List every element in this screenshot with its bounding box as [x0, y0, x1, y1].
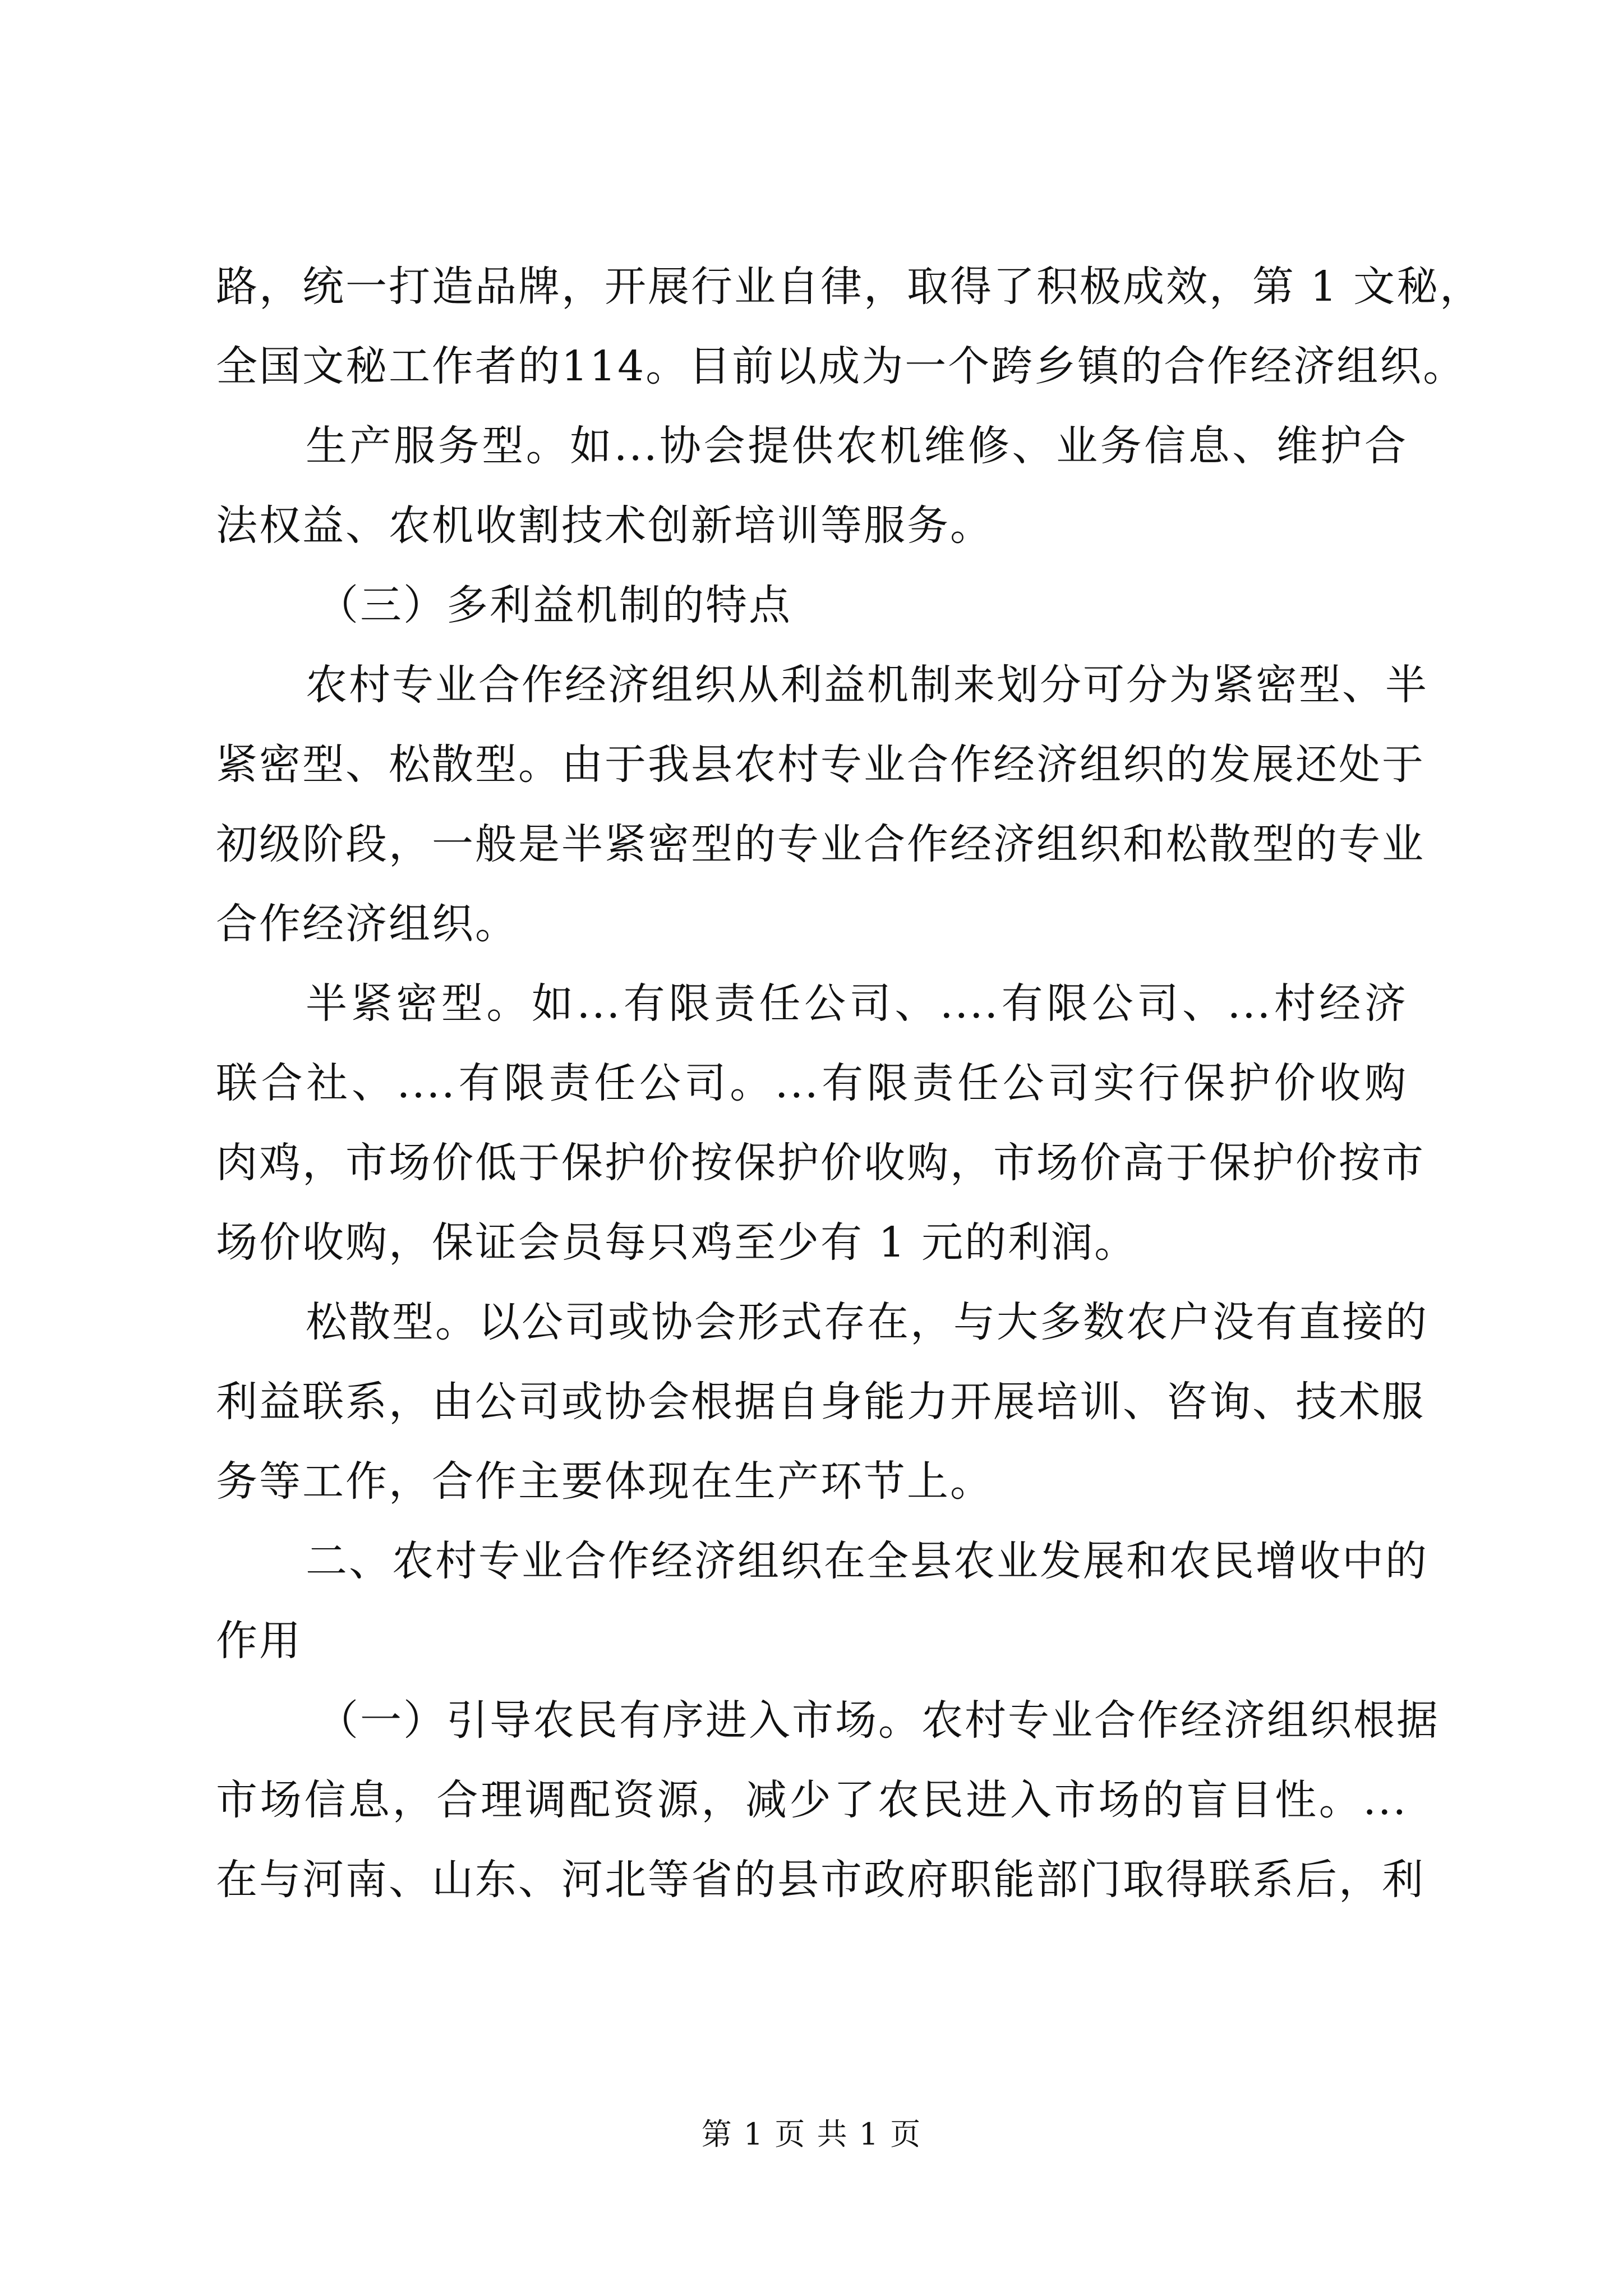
paragraph-semi-tight-line-2: 联合社、....有限责任公司。...有限责任公司实行保护价收购	[216, 1059, 1408, 1107]
text-line-1: 路，统一打造品牌，开展行业自律，取得了积极成效，第 1 文秘，	[216, 263, 1483, 311]
section-heading-role-line-2: 作用	[216, 1617, 302, 1665]
paragraph-loose-line-2: 利益联系，由公司或协会根据自身能力开展培训、咨询、技术服	[216, 1378, 1425, 1426]
document-body	[216, 247, 1483, 1920]
paragraph-loose-line-3: 务等工作，合作主要体现在生产环节上。	[216, 1457, 993, 1506]
paragraph-benefit-line-2: 紧密型、松散型。由于我县农村专业合作经济组织的发展还处于	[216, 740, 1425, 789]
paragraph-benefit-line-4: 合作经济组织。	[216, 900, 518, 948]
paragraph-benefit-line-1: 农村专业合作经济组织从利益机制来划分可分为紧密型、半	[306, 661, 1428, 709]
paragraph-production-service-line-2: 法权益、农机收割技术创新培训等服务。	[216, 501, 993, 550]
paragraph-loose-line-1: 松散型。以公司或协会形式存在，与大多数农户没有直接的	[306, 1298, 1428, 1346]
paragraph-semi-tight-line-4: 场价收购，保证会员每只鸡至少有 1 元的利润。	[216, 1218, 1138, 1267]
paragraph-market-line-2: 市场信息，合理调配资源，减少了农民进入市场的盲目性。...	[216, 1776, 1408, 1824]
paragraph-production-service-line-1: 生产服务型。如...协会提供农机维修、业务信息、维护合	[306, 422, 1408, 470]
text-line-2: 全国文秘工作者的114。目前以成为一个跨乡镇的合作经济组织。	[216, 342, 1467, 390]
paragraph-semi-tight-line-3: 肉鸡，市场价低于保护价按保护价收购，市场价高于保护价按市	[216, 1139, 1425, 1187]
page-number-footer: 第 1 页 共 1 页	[701, 2116, 922, 2152]
paragraph-semi-tight-line-1: 半紧密型。如...有限责任公司、....有限公司、...村经济	[306, 979, 1408, 1028]
paragraph-market-line-3: 在与河南、山东、河北等省的县市政府职能部门取得联系后，利	[216, 1856, 1425, 1904]
section-heading-role-line-1: 二、农村专业合作经济组织在全县农业发展和农民增收中的	[306, 1537, 1428, 1585]
paragraph-benefit-line-3: 初级阶段，一般是半紧密型的专业合作经济组织和松散型的专业	[216, 820, 1425, 868]
paragraph-market-line-1: （一）引导农民有序进入市场。农村专业合作经济组织根据	[317, 1696, 1440, 1745]
section-heading-benefit-mechanism: （三）多利益机制的特点	[317, 581, 792, 629]
